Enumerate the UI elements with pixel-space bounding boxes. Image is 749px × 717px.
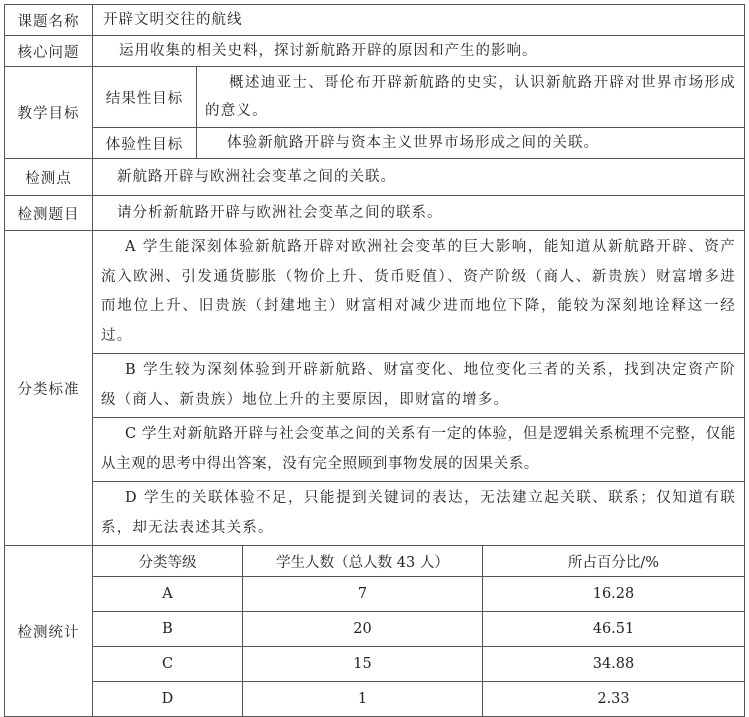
topic-label: 课题名称 <box>5 5 93 36</box>
row-criteria-b <box>5 354 745 418</box>
percent-cell: 2.33 <box>483 682 745 717</box>
percent-cell: 46.51 <box>483 612 745 647</box>
checkpoint-value: 新航路开辟与欧洲社会变革之间的关联。 <box>93 159 745 196</box>
core-question-value: 运用收集的相关史料，探讨新航路开辟的原因和产生的影响。 <box>93 36 745 67</box>
row-criteria-d <box>5 482 745 546</box>
count-cell: 1 <box>243 682 483 717</box>
result-goal-text: 概述迪亚士、哥伦布开辟新航路的史实，认识新航路开辟对世界市场形成的意义。 <box>197 67 745 128</box>
experience-goal-label: 体验性目标 <box>93 128 197 159</box>
row-question <box>5 196 745 231</box>
row-core-question <box>5 36 745 67</box>
row-goals-result <box>5 67 745 128</box>
criteria-item-a: A 学生能深刻体验新航路开辟对欧洲社会变革的巨大影响，能知道从新航路开辟、资产流入欧洲、引发通货膨胀（物价上升、货币贬值）、资产阶级（商人、新贵族）财富增多进而地位上升、旧贵族（封建地主）财富相对减少进而地位下降，能较为深刻地诠释这一经过。 <box>93 231 745 354</box>
result-goal-label: 结果性目标 <box>93 67 197 128</box>
stats-header-count: 学生人数（总人数 43 人） <box>243 546 483 577</box>
criteria-item-d: D 学生的关联体验不足，只能提到关键词的表达，无法建立起关联、联系；仅知道有联系，却无法表述其关系。 <box>93 482 745 546</box>
row-criteria-c <box>5 418 745 482</box>
teaching-goals-label: 教学目标 <box>5 67 93 159</box>
criteria-item-c: C 学生对新航路开辟与社会变革之间的关系有一定的体验，但是逻辑关系梳理不完整，仅能从主观的思考中得出答案，没有完全照顾到事物发展的因果关系。 <box>93 418 745 482</box>
grade-cell: A <box>93 577 243 612</box>
stats-header-grade: 分类等级 <box>93 546 243 577</box>
percent-cell: 34.88 <box>483 647 745 682</box>
lesson-assessment-table <box>4 4 745 717</box>
table-row <box>5 612 745 647</box>
experience-goal-text: 体验新航路开辟与资本主义世界市场形成之间的关联。 <box>197 128 745 159</box>
question-value: 请分析新航路开辟与欧洲社会变革之间的联系。 <box>93 196 745 231</box>
grade-cell: C <box>93 647 243 682</box>
core-question-label: 核心问题 <box>5 36 93 67</box>
checkpoint-label: 检测点 <box>5 159 93 196</box>
count-cell: 20 <box>243 612 483 647</box>
percent-cell: 16.28 <box>483 577 745 612</box>
criteria-item-b: B 学生较为深刻体验到开辟新航路、财富变化、地位变化三者的关系，找到决定资产阶级（商人、新贵族）地位上升的主要原因，即财富的增多。 <box>93 354 745 418</box>
grade-cell: D <box>93 682 243 717</box>
table-row <box>5 577 745 612</box>
row-goals-experience <box>5 128 745 159</box>
stats-label: 检测统计 <box>5 546 93 717</box>
table-row <box>5 647 745 682</box>
row-topic <box>5 5 745 36</box>
criteria-label: 分类标准 <box>5 231 93 546</box>
topic-value: 开辟文明交往的航线 <box>93 5 745 36</box>
grade-cell: B <box>93 612 243 647</box>
count-cell: 7 <box>243 577 483 612</box>
table-row <box>5 682 745 717</box>
stats-header-percent: 所占百分比/% <box>483 546 745 577</box>
row-checkpoint <box>5 159 745 196</box>
lesson-table-wrapper <box>4 4 744 717</box>
row-criteria-a <box>5 231 745 354</box>
question-label: 检测题目 <box>5 196 93 231</box>
count-cell: 15 <box>243 647 483 682</box>
row-stats-header <box>5 546 745 577</box>
